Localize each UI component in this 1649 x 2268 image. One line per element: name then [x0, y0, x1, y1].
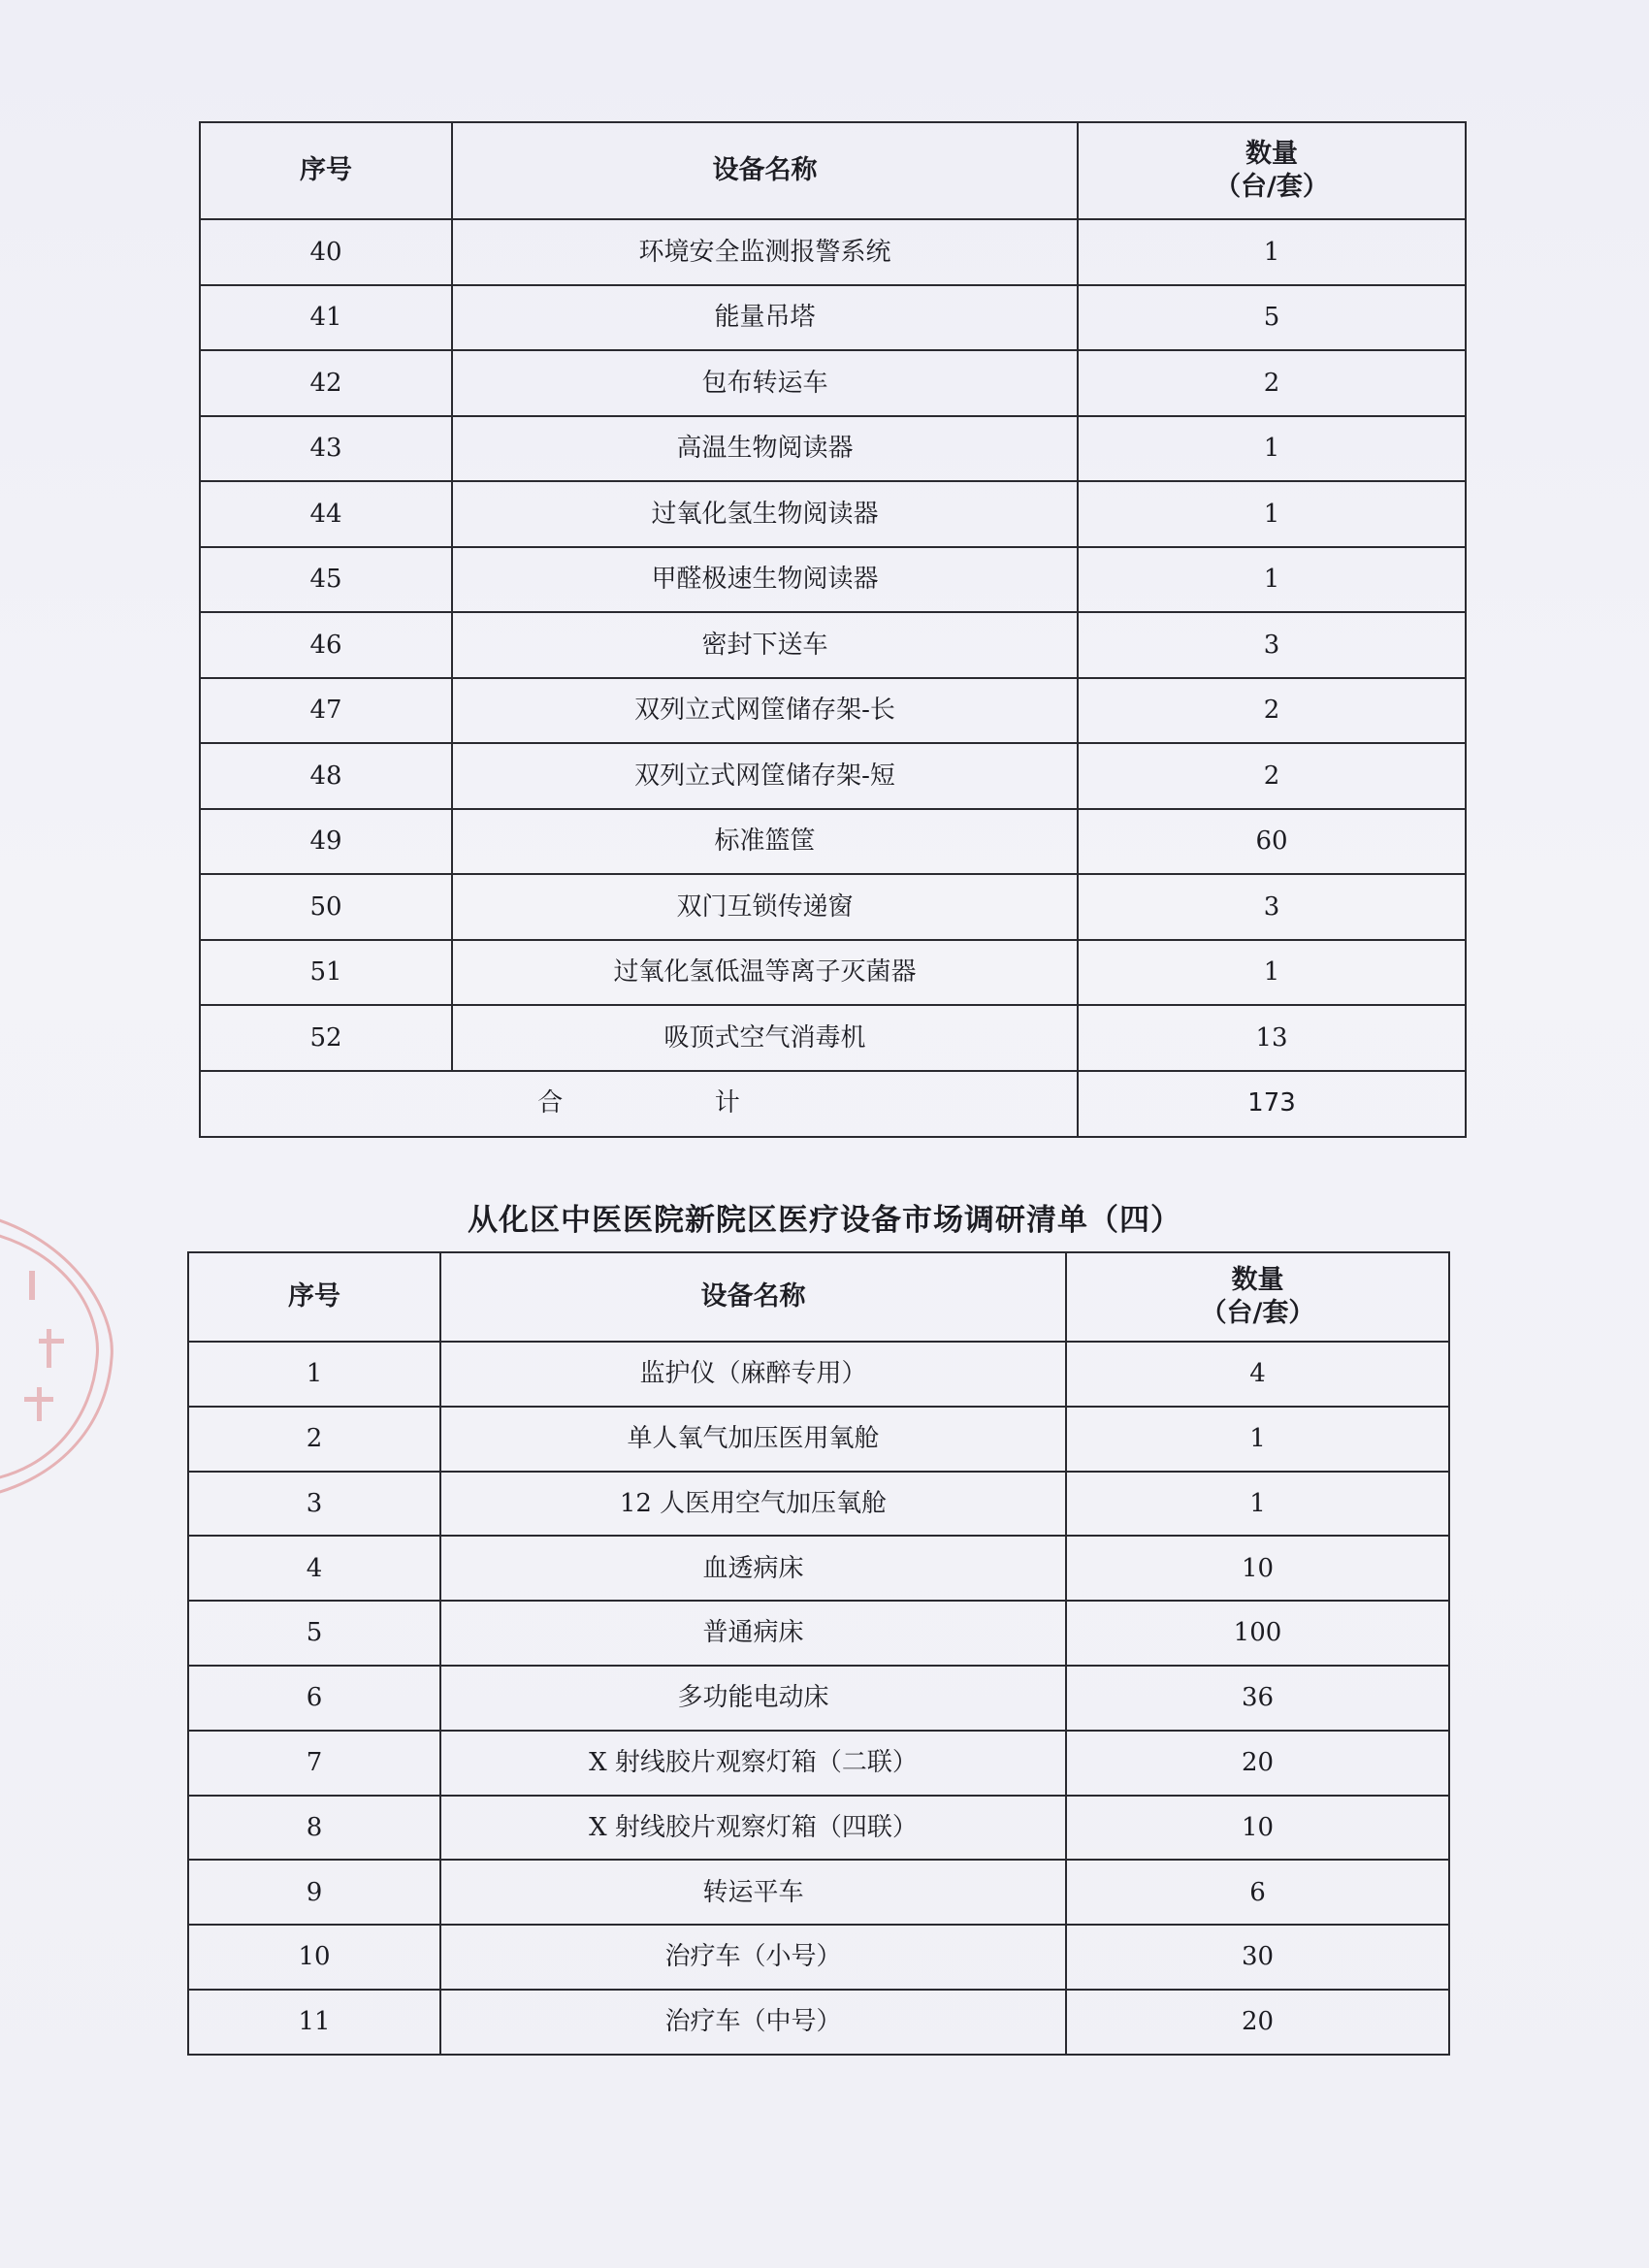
- row-name: 监护仪（麻醉专用）: [440, 1342, 1066, 1407]
- row-seq: 46: [200, 612, 452, 678]
- row-name: 12 人医用空气加压氧舱: [440, 1472, 1066, 1537]
- row-name: 过氧化氢生物阅读器: [452, 481, 1078, 547]
- header-qty: [1078, 122, 1466, 219]
- row-qty: 2: [1078, 743, 1466, 809]
- header-name: 设备名称: [440, 1252, 1066, 1342]
- table-row: [200, 219, 1466, 285]
- row-name: 双列立式网筐储存架-长: [452, 678, 1078, 744]
- table-row: [200, 612, 1466, 678]
- row-name: 治疗车（小号）: [440, 1925, 1066, 1990]
- row-name: 能量吊塔: [452, 285, 1078, 351]
- row-qty: 10: [1066, 1536, 1449, 1601]
- header-qty-line2: （台/套）: [1214, 172, 1329, 202]
- row-seq: 8: [188, 1796, 440, 1861]
- table-row: [188, 1796, 1449, 1861]
- total-value: 173: [1078, 1071, 1466, 1137]
- header-seq: 序号: [200, 122, 452, 219]
- table-header-row: [200, 122, 1466, 219]
- row-seq: 43: [200, 416, 452, 482]
- row-name: 密封下送车: [452, 612, 1078, 678]
- row-qty: 30: [1066, 1925, 1449, 1990]
- row-name: 单人氧气加压医用氧舱: [440, 1407, 1066, 1472]
- header-qty: [1066, 1252, 1449, 1342]
- row-name: X 射线胶片观察灯箱（二联）: [440, 1731, 1066, 1796]
- row-seq: 40: [200, 219, 452, 285]
- row-seq: 9: [188, 1860, 440, 1925]
- table-row: [188, 1860, 1449, 1925]
- table-row: [188, 1407, 1449, 1472]
- total-label-he: 合: [537, 1088, 564, 1118]
- table-row: [200, 940, 1466, 1006]
- header-seq: 序号: [188, 1252, 440, 1342]
- row-qty: 20: [1066, 1731, 1449, 1796]
- table-header-row: [188, 1252, 1449, 1342]
- row-seq: 45: [200, 547, 452, 613]
- row-qty: 6: [1066, 1860, 1449, 1925]
- row-seq: 3: [188, 1472, 440, 1537]
- row-qty: 3: [1078, 612, 1466, 678]
- table-row: [188, 1990, 1449, 2055]
- row-qty: 1: [1066, 1472, 1449, 1537]
- row-seq: 5: [188, 1601, 440, 1666]
- row-seq: 44: [200, 481, 452, 547]
- total-row: [200, 1071, 1466, 1137]
- total-label-ji: 计: [714, 1088, 740, 1118]
- table-row: [200, 809, 1466, 875]
- row-name: 治疗车（中号）: [440, 1990, 1066, 2055]
- row-qty: 1: [1066, 1407, 1449, 1472]
- row-qty: 4: [1066, 1342, 1449, 1407]
- header-qty-line1: 数量: [1245, 139, 1298, 170]
- table-row: [188, 1472, 1449, 1537]
- row-qty: 2: [1078, 678, 1466, 744]
- red-seal-stamp: [0, 1193, 126, 1513]
- row-qty: 60: [1078, 809, 1466, 875]
- row-qty: 36: [1066, 1666, 1449, 1731]
- row-name: 包布转运车: [452, 350, 1078, 416]
- table-row: [188, 1342, 1449, 1407]
- row-seq: 48: [200, 743, 452, 809]
- row-seq: 11: [188, 1990, 440, 2055]
- row-seq: 6: [188, 1666, 440, 1731]
- row-name: X 射线胶片观察灯箱（四联）: [440, 1796, 1066, 1861]
- table-row: [200, 743, 1466, 809]
- table-row: [200, 547, 1466, 613]
- row-name: 环境安全监测报警系统: [452, 219, 1078, 285]
- table-row: [188, 1666, 1449, 1731]
- header-qty-line1: 数量: [1231, 1265, 1284, 1296]
- row-qty: 1: [1078, 481, 1466, 547]
- header-name: 设备名称: [452, 122, 1078, 219]
- row-seq: 50: [200, 874, 452, 940]
- table-row: [200, 874, 1466, 940]
- row-qty: 1: [1078, 219, 1466, 285]
- table-row: [188, 1536, 1449, 1601]
- row-qty: 1: [1078, 940, 1466, 1006]
- row-name: 标准篮筐: [452, 809, 1078, 875]
- table-row: [200, 678, 1466, 744]
- row-seq: 47: [200, 678, 452, 744]
- row-name: 过氧化氢低温等离子灭菌器: [452, 940, 1078, 1006]
- row-seq: 1: [188, 1342, 440, 1407]
- row-qty: 2: [1078, 350, 1466, 416]
- row-qty: 13: [1078, 1005, 1466, 1071]
- header-qty-line2: （台/套）: [1200, 1298, 1315, 1328]
- table-row: [200, 1005, 1466, 1071]
- table-row: [200, 285, 1466, 351]
- row-seq: 7: [188, 1731, 440, 1796]
- table-row: [188, 1731, 1449, 1796]
- row-name: 普通病床: [440, 1601, 1066, 1666]
- row-seq: 49: [200, 809, 452, 875]
- row-qty: 100: [1066, 1601, 1449, 1666]
- equipment-table-four: [187, 1251, 1450, 2056]
- row-name: 吸顶式空气消毒机: [452, 1005, 1078, 1071]
- document-title: 从化区中医医院新院区医疗设备市场调研清单（四）: [468, 1203, 1181, 1238]
- row-qty: 1: [1078, 547, 1466, 613]
- row-qty: 3: [1078, 874, 1466, 940]
- table-row: [200, 481, 1466, 547]
- table-row: [200, 416, 1466, 482]
- row-seq: 42: [200, 350, 452, 416]
- row-seq: 4: [188, 1536, 440, 1601]
- row-seq: 2: [188, 1407, 440, 1472]
- total-label: [200, 1071, 1078, 1137]
- row-qty: 1: [1078, 416, 1466, 482]
- table-row: [188, 1601, 1449, 1666]
- row-name: 高温生物阅读器: [452, 416, 1078, 482]
- row-seq: 41: [200, 285, 452, 351]
- row-name: 血透病床: [440, 1536, 1066, 1601]
- row-seq: 10: [188, 1925, 440, 1990]
- row-qty: 10: [1066, 1796, 1449, 1861]
- row-name: 转运平车: [440, 1860, 1066, 1925]
- row-name: 甲醛极速生物阅读器: [452, 547, 1078, 613]
- equipment-table-continued: [199, 121, 1467, 1138]
- row-qty: 5: [1078, 285, 1466, 351]
- row-seq: 52: [200, 1005, 452, 1071]
- row-seq: 51: [200, 940, 452, 1006]
- row-qty: 20: [1066, 1990, 1449, 2055]
- row-name: 多功能电动床: [440, 1666, 1066, 1731]
- table-row: [200, 350, 1466, 416]
- table-row: [188, 1925, 1449, 1990]
- row-name: 双列立式网筐储存架-短: [452, 743, 1078, 809]
- row-name: 双门互锁传递窗: [452, 874, 1078, 940]
